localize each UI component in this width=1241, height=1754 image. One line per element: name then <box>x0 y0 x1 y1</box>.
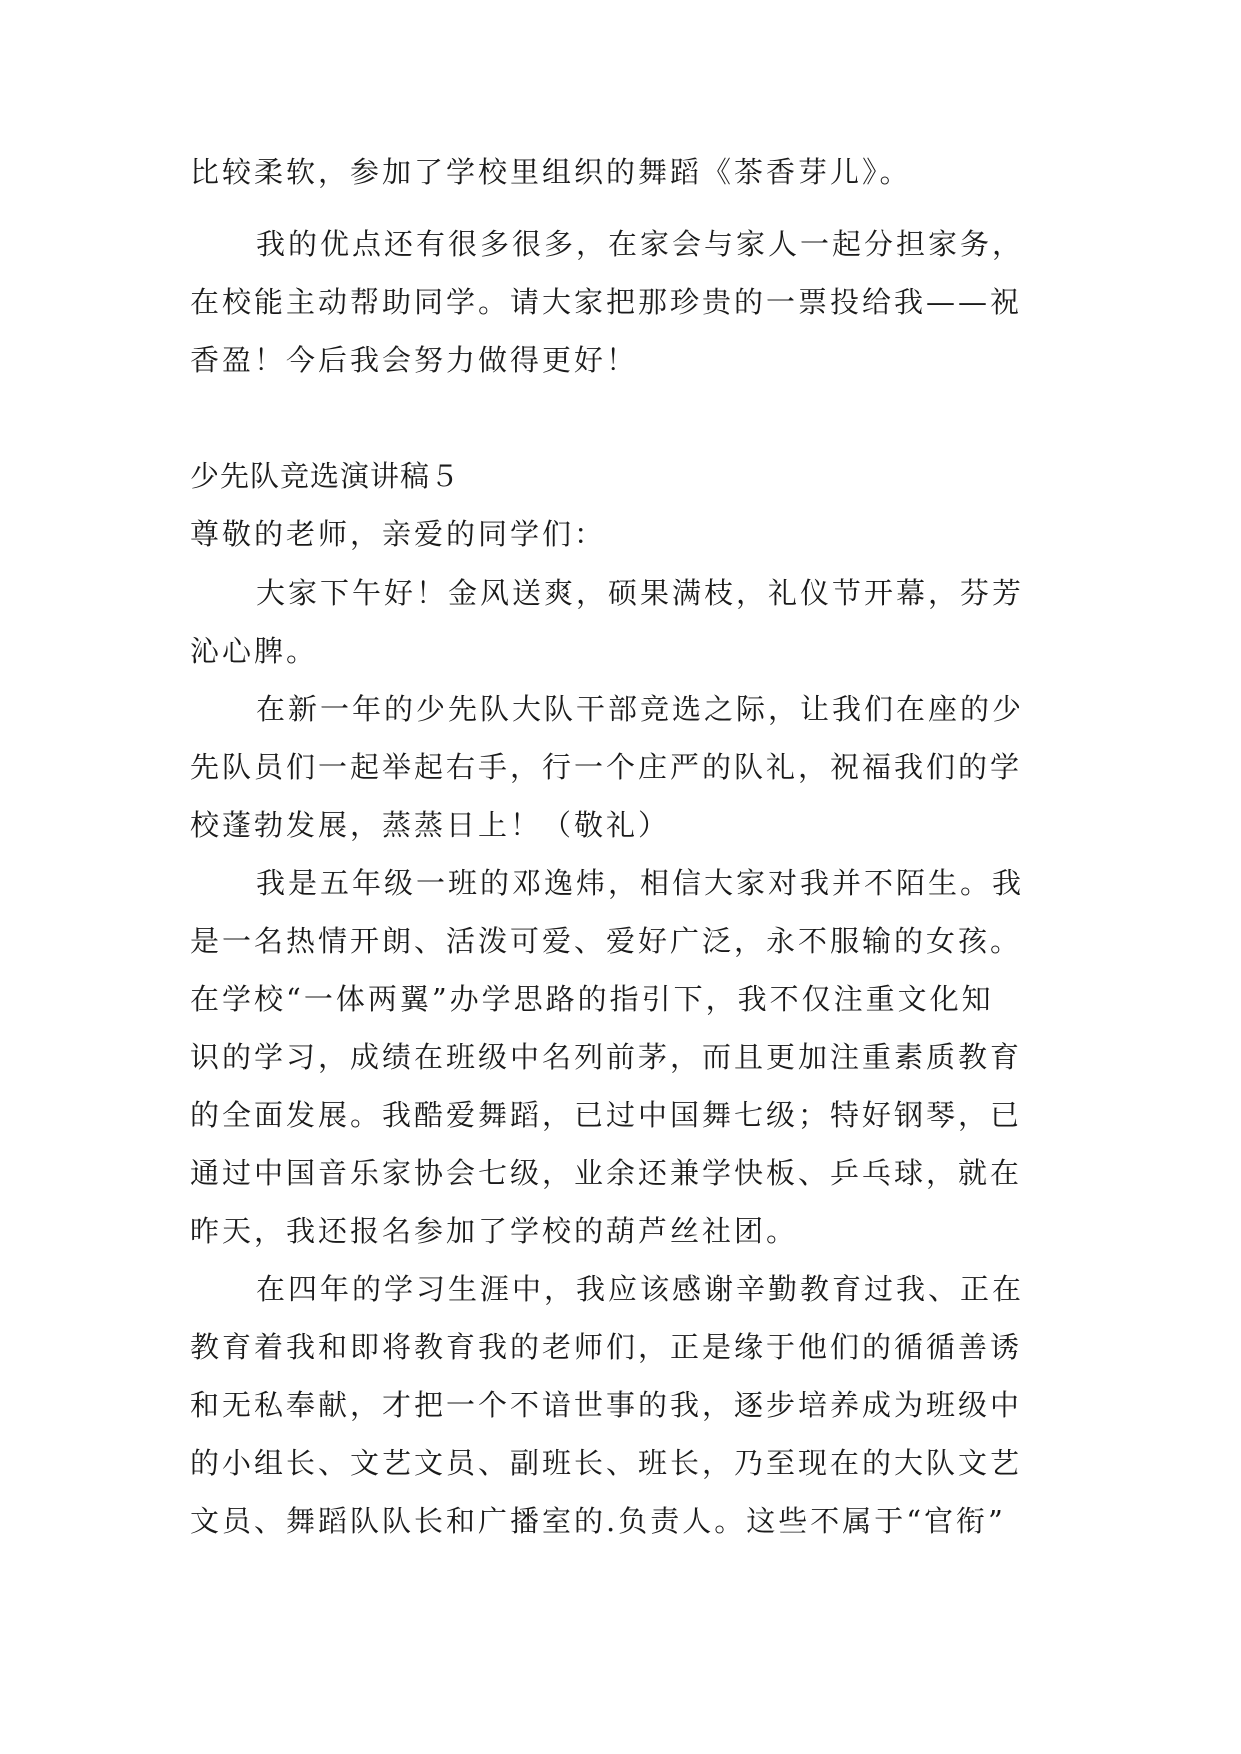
text-line: 在新一年的少先队大队干部竞选之际，让我们在座的少 <box>256 692 1025 726</box>
text-line: 的全面发展。我酷爱舞蹈，已过中国舞七级；特好钢琴，已 <box>190 1098 1023 1132</box>
text-line: 的小组长、文艺文员、副班长、班长，乃至现在的大队文艺 <box>190 1446 1023 1480</box>
text-line: 先队员们一起举起右手，行一个庄严的队礼，祝福我们的学 <box>190 750 1023 784</box>
text-line: 在四年的学习生涯中，我应该感谢辛勤教育过我、正在 <box>256 1272 1025 1306</box>
text-line: 我是五年级一班的邓逸炜，相信大家对我并不陌生。我 <box>256 866 1025 900</box>
text-line: 比较柔软，参加了学校里组织的舞蹈《茶香芽儿》。 <box>190 155 912 189</box>
text-line: 通过中国音乐家协会七级，业余还兼学快板、乒乓球，就在 <box>190 1156 1023 1190</box>
text-line: 我的优点还有很多很多，在家会与家人一起分担家务， <box>256 227 1025 261</box>
text-line: 是一名热情开朗、活泼可爱、爱好广泛，永不服输的女孩。 <box>190 924 1023 958</box>
text-line: 和无私奉献，才把一个不谙世事的我，逐步培养成为班级中 <box>190 1388 1023 1422</box>
text-line: 校蓬勃发展，蒸蒸日上！（敬礼） <box>190 808 671 842</box>
text-line: 在学校“一体两翼”办学思路的指引下，我不仅注重文化知 <box>190 982 994 1016</box>
text-line: 文员、舞蹈队队长和广播室的.负责人。这些不属于“官衔” <box>190 1504 1006 1538</box>
text-line: 教育着我和即将教育我的老师们，正是缘于他们的循循善诱 <box>190 1330 1023 1364</box>
text-line: 在校能主动帮助同学。请大家把那珍贵的一票投给我——祝 <box>190 285 1023 319</box>
text-line: 大家下午好！金风送爽，硕果满枝，礼仪节开幕，芬芳 <box>256 576 1025 610</box>
section-heading: 少先队竞选演讲稿５ <box>190 459 461 493</box>
salutation: 尊敬的老师，亲爱的同学们： <box>190 517 607 551</box>
text-line: 香盈！今后我会努力做得更好！ <box>190 343 639 377</box>
text-line: 沁心脾。 <box>190 634 319 668</box>
text-line: 识的学习，成绩在班级中名列前茅，而且更加注重素质教育 <box>190 1040 1023 1074</box>
text-line: 昨天，我还报名参加了学校的葫芦丝社团。 <box>190 1214 799 1248</box>
